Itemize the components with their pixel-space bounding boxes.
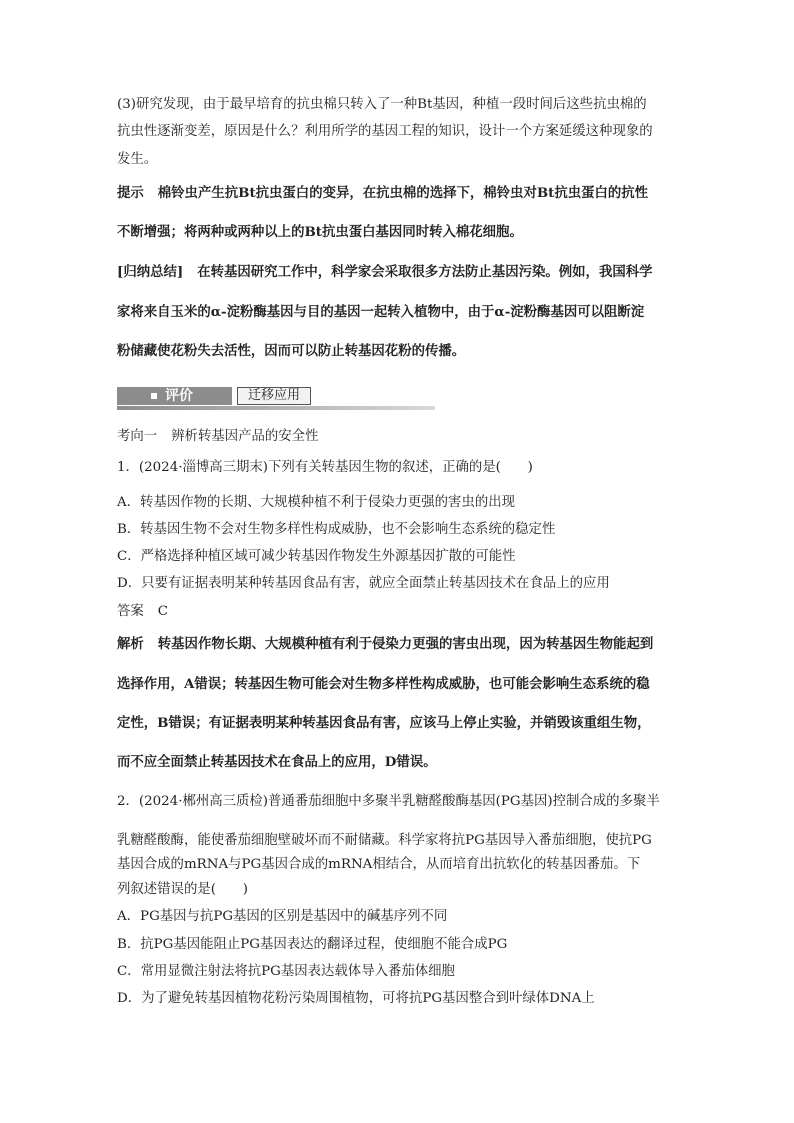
- section-title-block: [117, 387, 232, 405]
- q1-analysis-line-4: 而不应全面禁止转基因技术在食品上的应用，D错误。: [117, 754, 437, 770]
- analysis-label: 解析: [117, 636, 144, 652]
- summary-label: [归纳总结]: [117, 264, 184, 280]
- direction-label: 考向一: [117, 429, 158, 444]
- q2-option-c: C．常用显微注射法将抗PG基因表达载体导入番茄体细胞: [117, 964, 455, 979]
- q1-option-b: B．转基因生物不会对生物多样性构成威胁，也不会影响生态系统的稳定性: [117, 522, 556, 537]
- section-title: 评价: [165, 388, 193, 404]
- direction-line: [117, 428, 318, 446]
- q2-line-2: 乳糖醛酸酶，能使番茄细胞壁破坏而不耐储藏。科学家将抗PG基因导入番茄细胞，使抗PG: [117, 833, 652, 848]
- q1-option-a: A．转基因作物的长期、大规模种植不利于侵染力更强的害虫的出现: [117, 495, 515, 510]
- q2-option-b: B．抗PG基因能阻止PG基因表达的翻译过程，使细胞不能合成PG: [117, 937, 508, 952]
- q2-line-3: 基因合成的mRNA与PG基因合成的mRNA相结合，从而培育出抗软化的转基因番茄。下: [117, 857, 641, 872]
- hint-line-2: 不断增强；将两种或两种以上的Bt抗虫蛋白基因同时转入棉花细胞。: [117, 224, 523, 240]
- q3-line-2: 抗虫性逐渐变差，原因是什么？利用所学的基因工程的知识，设计一个方案延缓这种现象的: [117, 124, 653, 139]
- hint-text-1: 棉铃虫产生抗Bt抗虫蛋白的变异，在抗虫棉的选择下，棉铃虫对Bt抗虫蛋白的抗性: [157, 185, 649, 201]
- q2-option-d: D．为了避免转基因植物花粉污染周围植物，可将抗PG基因整合到叶绿体DNA上: [117, 991, 595, 1006]
- summary-line-1: [117, 263, 653, 281]
- section-tag: 迁移应用: [237, 387, 311, 405]
- q2-line-4: 列叙述错误的是( ): [117, 882, 248, 897]
- analysis-text-1: 转基因作物长期、大规模种植有利于侵染力更强的害虫出现，因为转基因生物能起到: [157, 636, 654, 652]
- q3-line-1: (3)研究发现，由于最早培育的抗虫棉只转入了一种Bt基因，种植一段时间后这些抗虫棉的: [117, 97, 647, 112]
- section-header: [117, 385, 435, 409]
- q3-line-3: 发生。: [117, 152, 158, 167]
- q1-analysis-line-2: 选择作用，A错误；转基因生物可能会对生物多样性构成威胁，也可能会影响生态系统的稳: [117, 676, 650, 692]
- q1-option-d: D．只要有证据表明某种转基因食品有害，就应全面禁止转基因技术在食品上的应用: [117, 576, 610, 591]
- q1-stem: 1．(2024·淄博高三期末)下列有关转基因生物的叙述，正确的是( ): [117, 460, 533, 475]
- q2-line-1: 2．(2024·郴州高三质检)普通番茄细胞中多聚半乳糖醛酸酶基因(PG基因)控制合成的多聚半: [117, 794, 660, 809]
- section-divider: [117, 406, 435, 410]
- q1-analysis-line-1: [117, 635, 653, 653]
- q1-analysis-line-3: 定性，B错误；有证据表明某种转基因食品有害，应该马上停止实验，并销毁该重组生物，: [117, 715, 651, 731]
- summary-line-2: 家将来自玉米的α-淀粉酶基因与目的基因一起转入植物中，由于α-淀粉酶基因可以阻断淀: [117, 304, 645, 320]
- square-bullet-icon: [151, 393, 157, 399]
- answer-label: 答案: [117, 604, 144, 619]
- q1-answer: [117, 603, 168, 621]
- answer-value: C: [157, 604, 169, 619]
- hint-line-1: [117, 184, 648, 202]
- direction-text: 辨析转基因产品的安全性: [171, 429, 319, 444]
- q1-option-c: C．严格选择种植区域可减少转基因作物发生外源基因扩散的可能性: [117, 549, 516, 564]
- summary-line-3: 粉储藏使花粉失去活性，因而可以防止转基因花粉的传播。: [117, 343, 466, 359]
- hint-label: 提示: [117, 185, 144, 201]
- q2-option-a: A．PG基因与抗PG基因的区别是基因中的碱基序列不同: [117, 909, 448, 924]
- summary-text-1: 在转基因研究工作中，科学家会采取很多方法防止基因污染。例如，我国科学: [197, 264, 653, 280]
